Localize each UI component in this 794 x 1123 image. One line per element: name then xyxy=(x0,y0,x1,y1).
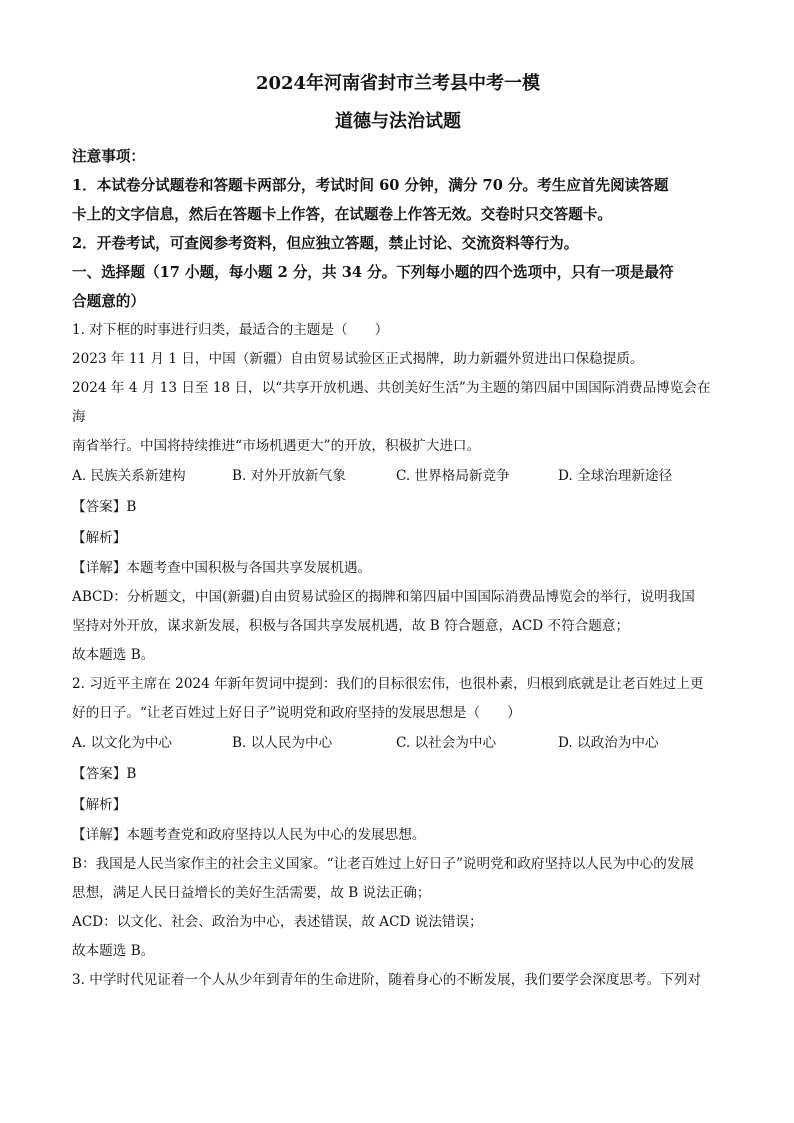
q2-conclusion: 故本题选 B。 xyxy=(72,943,155,959)
q2-explanation-line-3: ACD：以文化、社会、政治为中心，表述错误，故 ACD 说法错误； xyxy=(72,914,483,930)
section-heading-line-2: 合题意的） xyxy=(72,293,145,310)
q1-explanation-line-1: ABCD：分析题文，中国(新疆)自由贸易试验区的揭牌和第四届中国国际消费品博览会的举行，说明我国 xyxy=(72,589,695,605)
q1-detail: 【详解】本题考查中国积极与各国共享发展机遇。 xyxy=(72,560,372,576)
notice-item-2: 2．开卷考试，可查阅参考资料，但应独立答题，禁止讨论、交流资料等行为。 xyxy=(72,235,579,252)
q2-detail: 【详解】本题考查党和政府坚持以人民为中心的发展思想。 xyxy=(72,827,426,843)
q1-option-a: A. 民族关系新建构 xyxy=(72,468,186,484)
q2-stem-line-1: 2. 习近平主席在 2024 年新年贺词中提到：我们的目标很宏伟，也很朴素，归根到底就是让老百姓过上更 xyxy=(72,676,704,692)
q2-explanation-line-2: 思想，满足人民日益增长的美好生活需要，故 B 说法正确； xyxy=(72,885,431,901)
q3-stem-line-1: 3. 中学时代见证着一个人从少年到青年的生命进阶，随着身心的不断发展，我们要学会深度思考。下列对 xyxy=(72,972,702,988)
q1-context-line-1: 2023 年 11 月 1 日，中国（新疆）自由贸易试验区正式揭牌，助力新疆外贸进出口保稳提质。 xyxy=(72,351,644,367)
document-page xyxy=(72,66,724,995)
q1-context-line-3: 南省举行。中国将持续推进“市场机遇更大”的开放，积极扩大进口。 xyxy=(72,438,481,454)
q2-analysis-label: 【解析】 xyxy=(72,797,127,813)
q1-option-d: D. 全球治理新途径 xyxy=(558,468,673,484)
q2-options xyxy=(72,728,724,759)
q1-conclusion: 故本题选 B。 xyxy=(72,647,155,663)
q1-options xyxy=(72,461,724,492)
q1-explanation-line-2: 坚持对外开放，谋求新发展，积极与各国共享发展机遇，故 B 符合题意，ACD 不符合题意； xyxy=(72,618,630,634)
section-heading-line-1: 一、选择题（17 小题，每小题 2 分，共 34 分。下列每小题的四个选项中，只有一项是最符 xyxy=(72,264,674,281)
q2-option-a: A. 以文化为中心 xyxy=(72,735,173,751)
q2-option-c: C. 以社会为中心 xyxy=(396,735,497,751)
page-title: 2024年河南省封市兰考县中考一模 xyxy=(255,73,541,94)
q1-analysis-label: 【解析】 xyxy=(72,530,127,546)
page-subtitle: 道德与法治试题 xyxy=(335,111,461,132)
q2-stem-line-2: 好的日子。“让老百姓过上好日子”说明党和政府坚持的发展思想是（ ） xyxy=(72,705,521,721)
q1-option-b: B. 对外开放新气象 xyxy=(232,468,346,484)
notice-item-1-line-2: 卡上的文字信息，然后在答题卡上作答，在试题卷上作答无效。交卷时只交答题卡。 xyxy=(72,206,612,223)
q2-option-b: B. 以人民为中心 xyxy=(232,735,333,751)
q2-option-d: D. 以政治为中心 xyxy=(558,735,659,751)
q1-stem: 1. 对下框的时事进行归类，最适合的主题是（ ） xyxy=(72,322,389,338)
q1-context-line-2: 2024 年 4 月 13 日至 18 日，以“共享开放机遇、共创美好生活”为主题的第四届中国国际消费品博览会在海 xyxy=(72,380,711,425)
q2-answer: 【答案】B xyxy=(72,766,137,782)
q1-option-c: C. 世界格局新竞争 xyxy=(396,468,510,484)
notice-heading: 注意事项： xyxy=(72,148,145,165)
q2-explanation-line-1: B：我国是人民当家作主的社会主义国家。“让老百姓过上好日子”说明党和政府坚持以人民为中心的发展 xyxy=(72,856,695,872)
notice-item-1-line-1: 1．本试卷分试题卷和答题卡两部分，考试时间 60 分钟，满分 70 分。考生应首先阅读答题 xyxy=(72,177,669,194)
q1-answer: 【答案】B xyxy=(72,499,137,515)
